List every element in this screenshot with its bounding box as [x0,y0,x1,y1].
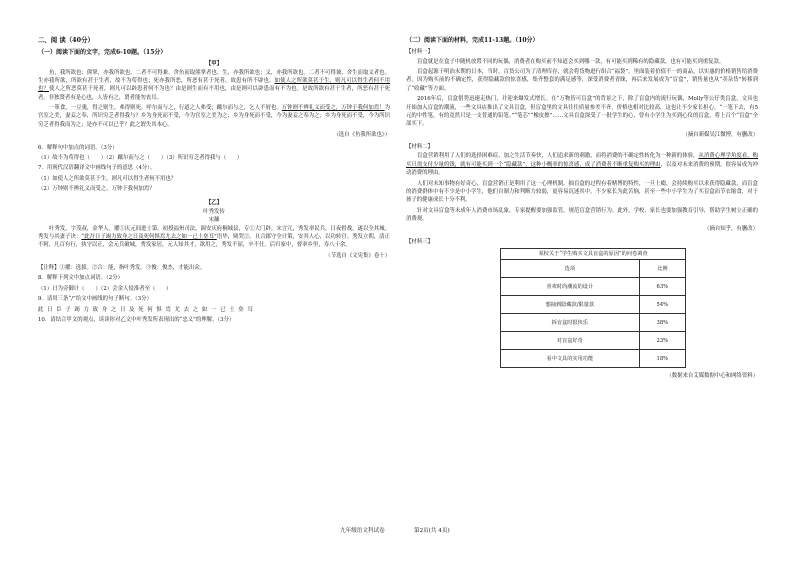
survey-header-ratio: 比例 [639,260,685,278]
text-b-p1-end: 语毕，恸哭②。且合郡守全计策，安其人心，以功转官。秀发立朝，清正不阿，凡百有行，执守以正，会元兵破城，秀发家居，元人知其才，欲用之，秀发不屈，卒不仕。后归家中，督率乡里，寿八十余。 [38,233,390,249]
survey-header-option: 选项 [501,260,640,278]
text-a-paragraph-1 [38,69,390,103]
section-title: 二、阅 读（40分） [38,36,94,44]
text-a-label: 【甲】 [205,61,223,68]
material-1-p3: 2016年后，盲盒借势迅速走热门，并迎来爆发式增长。在“万物皆可盲盒”的背景之下，除了盲盒内的流行玩偶，Molly等公仔类盲盒，文具也开始加入盲盒的潮流，一些文具店推出了文具盲盒，但盲盒里的文具往往质量参差不齐，价格也相对比较高，这也让不少家长担心。“一笔下去，有5元的中性笔，有的竟然只是一支普通的铅笔。”“笔芯”“橡皮擦”……文具盲盒深受了一批学生的心，曾有小学生为买到心仪的盲盒，将上百个“盲盒”全部买下。 [406,96,758,128]
left-column [38,36,390,326]
text-a-p2-start: 一箪食，一豆羹，得之则生，弗得则死。呼尔而与之，行道之人弗受；蹴尔而与之，乞人不屑也。 [49,105,282,112]
survey-table [500,248,686,368]
question-7-item-2: （2）万钟则不辨礼义而受之，万钟于我何加焉？ [38,186,155,193]
table-cell-option: 喜欢时尚潮流的设计 [501,278,640,296]
table-cell-option: 对盲盒好奇 [501,332,640,350]
text-b-label: 【乙】 [205,200,223,207]
material-1-p2: 盲盒起源于明治末期的日本，当时，百货公司为了清理库存，就会将货物进行组合“福袋”，里面装着价值不一的商品，以实惠的价格销售给消费者。因为购买前的不确定性，获得隐藏款的惊喜感，集齐整套的满足感等，深受消费者青睐，再后来发展成为“盲盒”，销售量也从“卖杂货”转移到了“收藏”等方面。 [406,69,758,92]
text-a-p1-underlined: 如使人之所欲莫甚于生，则凡可以得生者何不用也？ [38,77,390,93]
question-6: 6．解释句中加点的词语。（3分） [38,144,118,151]
material-2-source: （摘自知乎，有删改） [704,226,758,233]
exam-name: 九年级语文科试卷 [340,528,385,534]
material-2-p1-start: 盲盒营销利用了人们的选择困难症，加之生活节奏快，人们追求新的刺激，而将消费的不确定性转化为一种新的体验， [417,153,699,160]
survey-table-header-row [501,260,686,278]
question-6-items: （1）故不为苟得也（ ）（2）蹴尔而与之（ ）（3）所识穷乏者得我与（ ） [38,154,243,161]
material-3-source: （数据来自艾媒数据中心和网络资料） [666,373,758,380]
material-2-p1 [406,152,758,177]
text-a-paragraph-2 [38,104,390,129]
question-9-sentence: 此 日 臣 子 竭 力 致 身 之 日 及 死 何 惧 焉 尤 去 之 如 一 已 土 垒 耳 [38,306,254,313]
table-cell-option: 看中文具的实用功能 [501,350,640,368]
text-b-p1-start: 叶秀发，字茂叔，金华人。擢①庆元间进士第。初授福州司法，调安庆府桐城县，专①大门辟。宋言冗，秀发率民兵，日夜督战，遂以全其城。秀发与其妻子诀： [38,225,390,240]
material-1-source: （摘自新媒吴江微博，有删改） [682,131,758,138]
table-cell-option: 拆盲盒时很快乐 [501,314,640,332]
table-cell-ratio: 54% [639,296,685,314]
right-column [406,36,758,385]
table-cell-option: 想抽到隐藏款/限量款 [501,296,640,314]
question-9: 9．请用三条“/”给文中画线的句子断句。（3分） [38,296,152,303]
question-8-items: （1）日为旁御计（ ）（2）会金人侵淮者至（ ） [38,285,172,292]
annotations: 【注释】①擢：选拔。②合：能，指叶秀发。③俊：俊杰，才能出众。 [38,265,206,272]
part2-title: （二）阅读下面的材料，完成11-13题。（10分） [406,37,539,44]
text-b-source: （节选自《文宪集》卷十） [325,252,390,259]
material-2-p2: 人们对未知事物有好奇心，盲盒营销正是利用了这一心理机制，抽盲盒的过程有着赌博的特性，一旦上瘾，会持续购买以求获得隐藏款，而盲盒的消费群体中有不少是中小学生，他们自制力和判断力较弱，更容易沉迷其中，不少家长为此苦恼，甚至一些中小学生为了买盲盒而节衣缩食，对于孩子的健康成长十分不利。 [406,180,758,204]
text-b-p1-underlined: “此吾日子竭力致身之日及死何惧焉尤去之如一已土垒耳” [81,233,217,240]
material-2-label: 【材料二】 [406,144,433,151]
table-cell-ratio: 63% [639,278,685,296]
text-b-author: 宋濂 [208,217,220,224]
text-a-p1-start: 鱼，我所欲也；熊掌，亦我所欲也。二者不可得兼，舍鱼而取熊掌者也。生，亦我所欲也；义，亦我所欲也。二者不可得兼，舍生而取义者也。生亦我所欲，所欲有甚于生者，故不为苟得也；死亦我所恶，所恶有甚于死者，故患有所不辟也。 [38,69,390,84]
question-7: 7．用现代汉语翻译文中画线句子的意思（4分）。 [38,165,156,172]
text-a-p2-end: 为宫室之美，妻妾之奉，所识穷乏者得我与？乡为身死而不受，今为宫室之美为之；乡为身死而不受，今为妻妾之奉为之；乡为身死而不受，今为所识穷乏者得我而为之；是亦不可以已乎？此之谓失其本心。 [38,105,390,128]
table-row [501,278,686,296]
material-2-p1-end: ，以及对未来消费的预期，很容易成为冲动消费的理由。 [406,161,758,177]
material-1-label: 【材料一】 [406,49,433,56]
material-1-p1: 盲盒就是在盒子中随机放置不同的玩偶，消费者在购买前不知道会买到哪一款，有可能买到稀有的隐藏款，也有可能买到重复款。 [417,58,725,65]
table-cell-ratio: 38% [639,314,685,332]
material-3-label: 【材料三】 [406,238,433,245]
text-a-p1-end: 使人之所恶莫甚于死者，则凡可以辟患者何不为也？由是则生而有不用也，由是则可以辟患而有不为也。是故所欲有甚于生者，所恶有甚于死者。非独贤者有是心也，人皆有之，贤者能勿丧耳。 [38,86,390,101]
survey-table-caption: 某校关于“学生购买文具盲盒的原因”的问卷调查 [500,248,686,259]
table-row [501,314,686,332]
table-row [501,296,686,314]
material-2-p1-underlined: 从消费心理学角度看，购买只需支付少量的钱，就有可能买到一个“隐藏款”，这种小概率的惊喜感，成了消费者不断重复购买的理由 [406,153,758,168]
question-8: 8．解释下列文中加点词语。（2分） [38,275,124,282]
page-number: 第2页(共 4页) [414,528,450,534]
material-2-p3: 针对文具盲盒等未成年人消费市场乱象，专家提醒要加强监管，规范盲盒营销行为。此外，学校、家长也要加强教育引导，帮助学生树立正确的消费观。 [406,207,758,223]
text-a-source: （选自《鱼我所欲也》） [333,132,390,139]
question-10: 10．请结合甲文的观点，谈谈你对乙文中叶秀发所表现出的“忠义”的理解。（3分） [38,316,235,323]
table-cell-ratio: 23% [639,332,685,350]
table-row [501,350,686,368]
text-b-title: 叶秀发传 [203,208,225,215]
table-cell-ratio: 18% [639,350,685,368]
text-a-p2-underlined: 万钟则不辨礼义而受之，万钟于我何加焉！ [281,105,385,112]
part1-title: （一）阅读下面的文字，完成6-10题。（15分） [38,48,167,56]
question-7-item-1: （1）如使人之所欲莫甚于生，则凡可以得生者何不用也？ [38,175,177,182]
text-b-paragraph [38,225,390,250]
table-row [501,332,686,350]
